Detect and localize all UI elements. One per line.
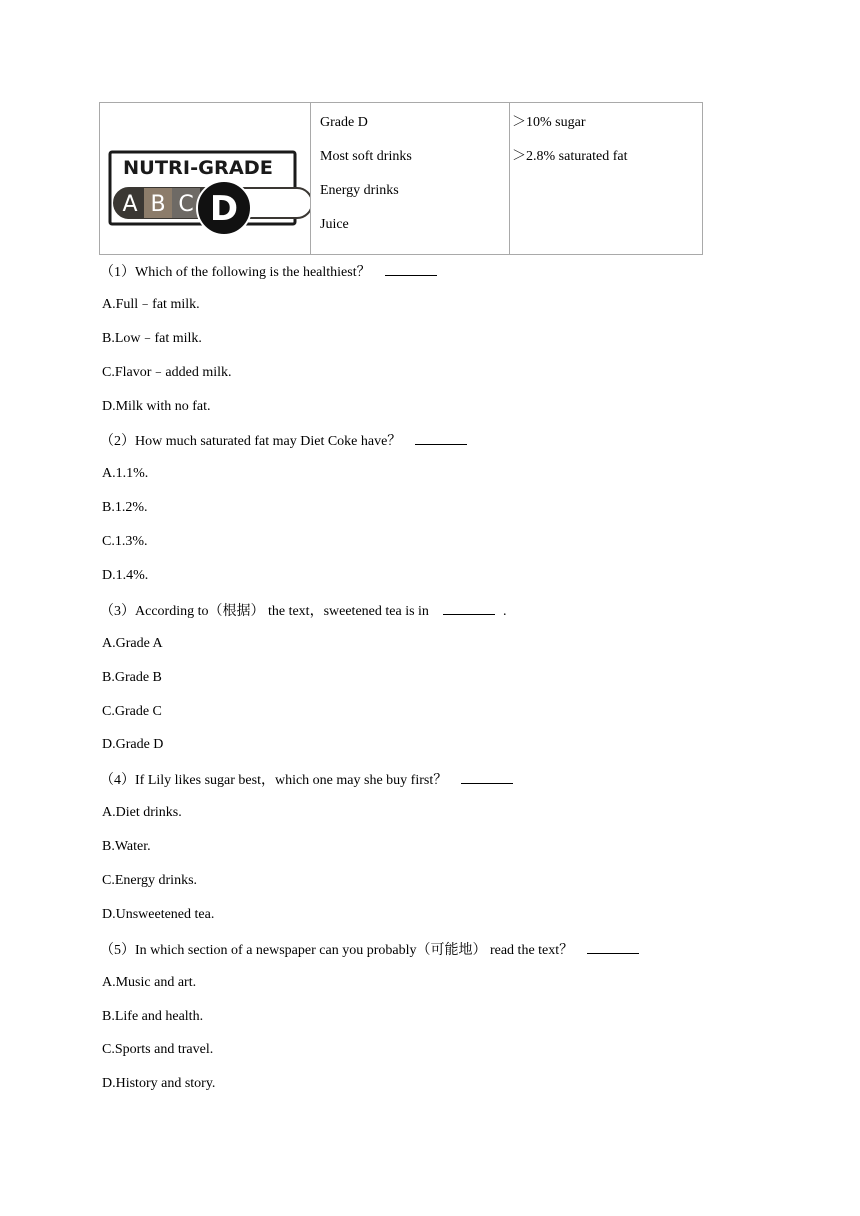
option-2b: B.1.2%. — [102, 500, 148, 516]
question-3 — [100, 601, 741, 635]
option-2c: C.1.3%. — [102, 534, 148, 550]
option-1c: C.Flavor﹣added milk. — [102, 364, 232, 380]
option-2a: A.1.1%. — [102, 466, 149, 482]
option-2d: D.1.4%. — [102, 568, 149, 584]
question-5 — [100, 940, 741, 974]
grade-label: Grade D — [320, 115, 368, 130]
grade-item: Energy drinks — [320, 183, 399, 198]
grade-d-row — [100, 103, 703, 255]
answer-blank-5[interactable] — [587, 940, 639, 954]
criteria-sugar: ＞10% sugar — [512, 115, 586, 130]
grade-items-cell — [311, 103, 510, 255]
question-5-stem: （5）In which section of a newspaper can you probably（可能地） read the text？ — [100, 942, 574, 958]
question-2-stem: （2）How much saturated fat may Diet Coke have？ — [100, 434, 402, 450]
answer-blank-3[interactable] — [443, 601, 495, 615]
option-3a: A.Grade A — [102, 635, 163, 651]
option-5c: C.Sports and travel. — [102, 1042, 214, 1058]
option-4d: D.Unsweetened tea. — [102, 906, 215, 922]
question-2 — [100, 431, 741, 465]
logo-letter-c: C — [178, 192, 194, 217]
question-list — [101, 262, 741, 1109]
question-1 — [100, 262, 741, 296]
question-3-stem-end: . — [502, 603, 507, 619]
option-5b: B.Life and health. — [102, 1008, 204, 1024]
option-4c: C.Energy drinks. — [102, 873, 198, 889]
answer-blank-2[interactable] — [415, 431, 467, 445]
option-3d: D.Grade D — [102, 737, 164, 753]
option-3c: C.Grade C — [102, 703, 162, 719]
logo-letter-d: D — [209, 189, 239, 229]
question-1-stem: （1）Which of the following is the healthiest？ — [100, 265, 371, 280]
option-5d: D.History and story. — [102, 1076, 216, 1092]
logo-letter-a: A — [122, 192, 138, 217]
nutri-grade-table — [99, 102, 703, 255]
grade-item: Juice — [320, 217, 349, 232]
answer-blank-4[interactable] — [461, 770, 513, 784]
question-4-stem: （4）If Lily likes sugar best，which one may she buy first？ — [100, 773, 448, 789]
grade-criteria-cell — [510, 103, 703, 255]
option-4b: B.Water. — [102, 839, 151, 855]
question-4 — [100, 770, 741, 804]
option-1b: B.Low﹣fat milk. — [102, 330, 202, 346]
option-1d: D.Milk with no fat. — [102, 398, 211, 414]
criteria-saturated-fat: ＞2.8% saturated fat — [512, 149, 628, 164]
option-1a: A.Full﹣fat milk. — [102, 296, 200, 312]
nutri-grade-logo-icon — [100, 103, 310, 254]
option-3b: B.Grade B — [102, 669, 162, 685]
question-3-stem: （3）According to（根据） the text，sweetened tea is in — [100, 603, 429, 619]
logo-cell — [100, 103, 311, 255]
answer-blank-1[interactable] — [385, 262, 437, 276]
logo-letter-b: B — [150, 192, 166, 217]
grade-item: Most soft drinks — [320, 149, 412, 164]
logo-brand-text: NUTRI-GRADE — [123, 157, 273, 179]
option-4a: A.Diet drinks. — [102, 805, 182, 821]
option-5a: A.Music and art. — [102, 974, 197, 990]
